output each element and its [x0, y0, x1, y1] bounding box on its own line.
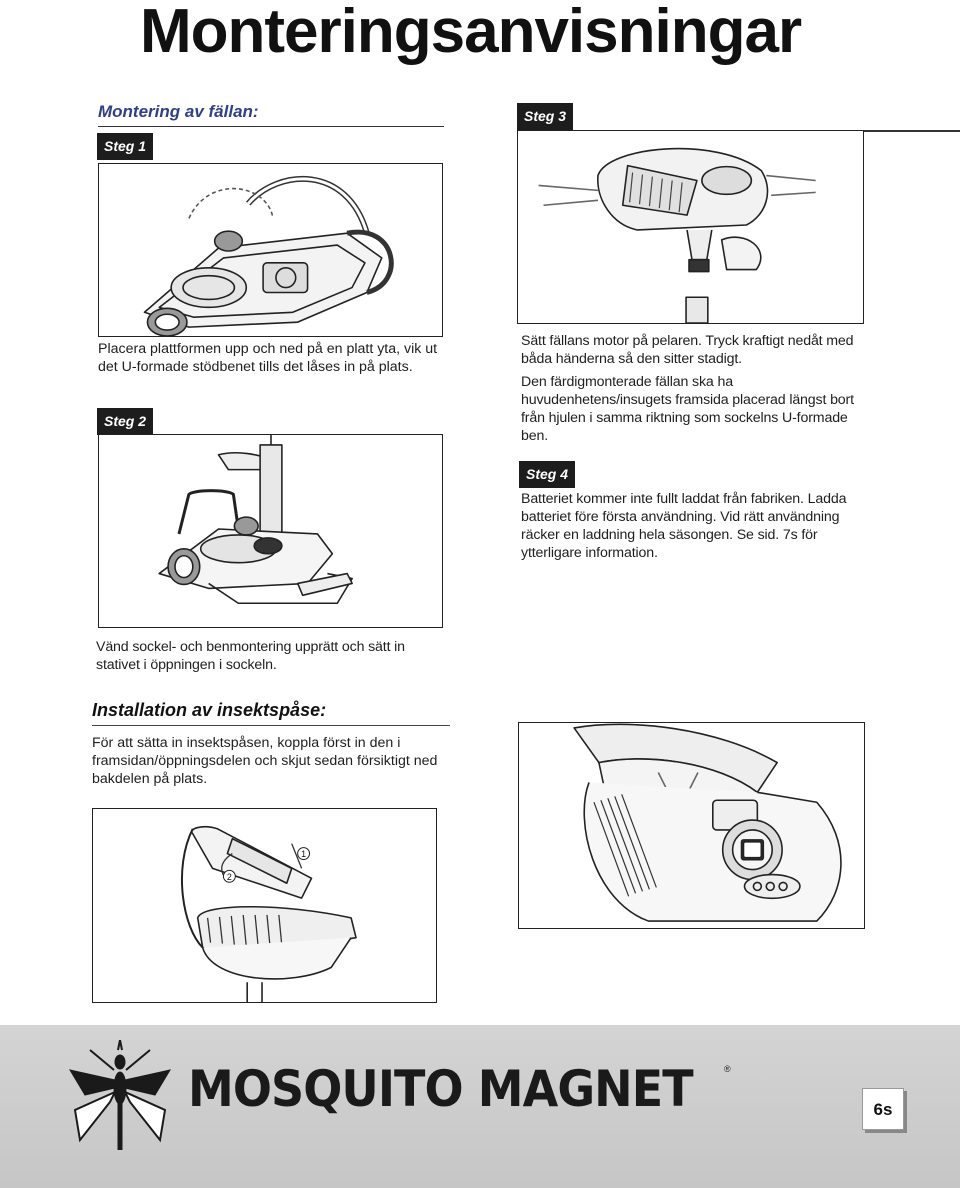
- assembly-heading: Montering av fällan:: [98, 102, 444, 127]
- platform-upside-down-drawing: [99, 164, 442, 336]
- step1-illustration: [98, 163, 443, 337]
- insect-bag-insert-drawing: [93, 809, 436, 1002]
- marker-1: 1: [301, 849, 307, 860]
- trap-open-illustration: [518, 722, 865, 929]
- step1-label: Steg 1: [97, 133, 153, 160]
- trap-open-lid-drawing: [519, 723, 864, 928]
- step3-text: Sätt fällans motor på pelaren. Tryck kraftigt nedåt med båda händerna så den sitter stadigt.: [521, 333, 854, 367]
- installation-text: För att sätta in insektspåsen, koppla först in den i framsidan/öppningsdelen och skjut sedan försiktigt ned bakdelen på plats.: [92, 735, 438, 787]
- step4-label: Steg 4: [519, 461, 575, 488]
- motor-on-pole-drawing: [518, 131, 863, 323]
- page-number: 6s: [862, 1088, 904, 1130]
- installation-heading: Installation av insektspåse:: [92, 700, 450, 726]
- step3-label: Steg 3: [517, 103, 573, 130]
- page-title: Monteringsanvisningar: [140, 0, 802, 66]
- installation-illustration: [92, 808, 437, 1003]
- step3-text2: Den färdigmonterade fällan ska ha huvudenhetens/insugets framsida placerad längst bort från hjulen i samma riktning som sockelns U-formade ben.: [521, 374, 854, 444]
- step4-text: Batteriet kommer inte fullt laddat från fabriken. Ladda batteriet före första användning. Vid rätt användning räcker en laddning hela säsongen. Se sid. 7s för ytterligare information.: [521, 491, 847, 561]
- mosquito-logo-icon: [60, 1040, 180, 1150]
- registered-mark: ®: [724, 1064, 731, 1074]
- brand-logo-text: MOSQUITO MAGNET: [188, 1060, 693, 1118]
- step2-text: Vänd sockel- och benmontering upprätt och sätt in stativet i öppningen i sockeln.: [96, 639, 405, 673]
- base-and-pole-drawing: [99, 435, 442, 627]
- step3-illustration: [517, 130, 864, 324]
- marker-2: 2: [226, 871, 232, 882]
- step2-label: Steg 2: [97, 408, 153, 435]
- step1-text: Placera plattformen upp och ned på en platt yta, vik ut det U-formade stödbenet tills det låses in på plats.: [98, 341, 438, 375]
- step2-illustration: [98, 434, 443, 628]
